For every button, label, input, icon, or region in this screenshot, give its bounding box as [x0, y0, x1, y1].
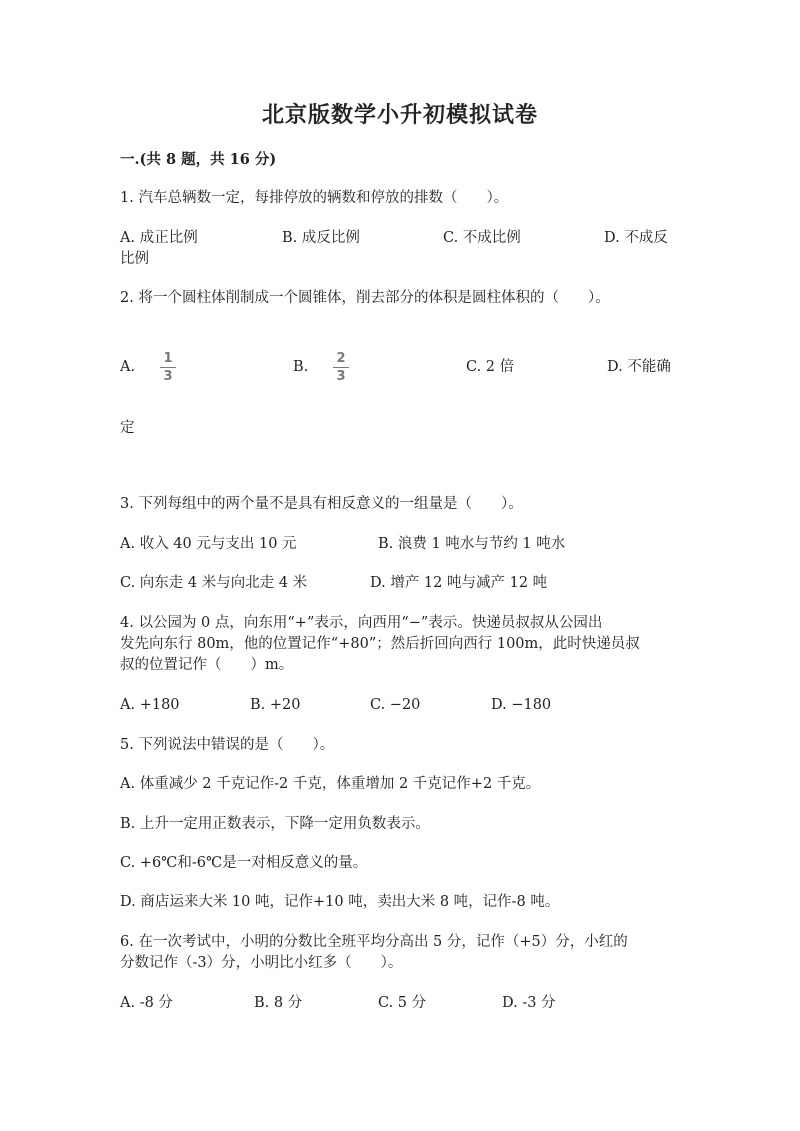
q4-option-b[interactable]: B. +20 [250, 697, 301, 713]
q3-option-b[interactable]: B. 浪费 1 吨水与节约 1 吨水 [378, 536, 566, 552]
q4-option-a[interactable]: A. +180 [120, 697, 180, 713]
q6-option-d[interactable]: D. -3 分 [502, 995, 556, 1011]
q3-option-a[interactable]: A. 收入 40 元与支出 10 元 [120, 536, 297, 552]
q6-option-a[interactable]: A. -8 分 [120, 995, 173, 1011]
q2-option-b[interactable]: B. [293, 359, 309, 375]
page-title: 北京版数学小升初模拟试卷 [261, 102, 538, 128]
q5-option-b[interactable]: B. 上升一定用正数表示，下降一定用负数表示。 [120, 816, 430, 832]
q2-fraction-a-numerator: 1 [163, 351, 173, 366]
q4-option-c[interactable]: C. −20 [370, 697, 421, 713]
q6-option-b[interactable]: B. 8 分 [254, 995, 303, 1011]
fraction-bar [333, 367, 349, 368]
q1-stem: 1. 汽车总辆数一定，每排停放的辆数和停放的排数（ ）。 [120, 190, 509, 206]
q2-stem: 2. 将一个圆柱体削制成一个圆锥体，削去部分的体积是圆柱体积的（ ）。 [120, 290, 610, 306]
q2-fraction-a-denominator: 3 [163, 369, 173, 384]
q1-option-a[interactable]: A. 成正比例 [120, 230, 198, 246]
q3-option-d[interactable]: D. 增产 12 吨与减产 12 吨 [370, 575, 548, 591]
q1-option-d-wrap: 比例 [120, 251, 149, 267]
q4-option-d[interactable]: D. −180 [491, 697, 552, 713]
q5-stem: 5. 下列说法中错误的是（ ）。 [120, 737, 335, 753]
q5-option-d[interactable]: D. 商店运来大米 10 吨，记作+10 吨，卖出大米 8 吨，记作-8 吨。 [120, 894, 560, 910]
q6-option-c[interactable]: C. 5 分 [378, 995, 427, 1011]
q1-option-b[interactable]: B. 成反比例 [282, 230, 360, 246]
q2-fraction-b-numerator: 2 [336, 351, 346, 366]
q6-stem-line1: 6. 在一次考试中，小明的分数比全班平均分高出 5 分，记作（+5）分，小红的 [120, 934, 628, 950]
q2-fraction-a [159, 352, 177, 384]
q6-stem-line2: 分数记作（-3）分，小明比小红多（ ）。 [120, 955, 403, 971]
q4-stem-line2: 发先向东行 80m，他的位置记作“+80”；然后折回向西行 100m，此时快递员叔 [120, 636, 640, 652]
q2-option-d[interactable]: D. 不能确 [607, 359, 671, 375]
q5-option-a[interactable]: A. 体重减少 2 千克记作-2 千克，体重增加 2 千克记作+2 千克。 [120, 776, 541, 792]
q1-option-c[interactable]: C. 不成比例 [443, 230, 521, 246]
q4-stem-line1: 4. 以公园为 0 点，向东用“+”表示，向西用“−”表示。快递员叔叔从公园出 [120, 615, 603, 631]
q2-fraction-b [332, 352, 350, 384]
q2-option-a[interactable]: A. [120, 359, 136, 375]
q3-option-c[interactable]: C. 向东走 4 米与向北走 4 米 [120, 575, 308, 591]
q2-option-d-wrap: 定 [120, 420, 135, 436]
q5-option-c[interactable]: C. +6℃和-6℃是一对相反意义的量。 [120, 855, 368, 871]
q3-stem: 3. 下列每组中的两个量不是具有相反意义的一组量是（ ）。 [120, 496, 523, 512]
q2-fraction-b-denominator: 3 [336, 369, 346, 384]
q4-stem-line3: 叔的位置记作（ ）m。 [120, 657, 294, 673]
section-heading: 一.(共 8 题，共 16 分) [120, 151, 277, 168]
fraction-bar [160, 367, 176, 368]
q1-option-d[interactable]: D. 不成反 [604, 230, 668, 246]
q2-option-c[interactable]: C. 2 倍 [466, 359, 515, 375]
